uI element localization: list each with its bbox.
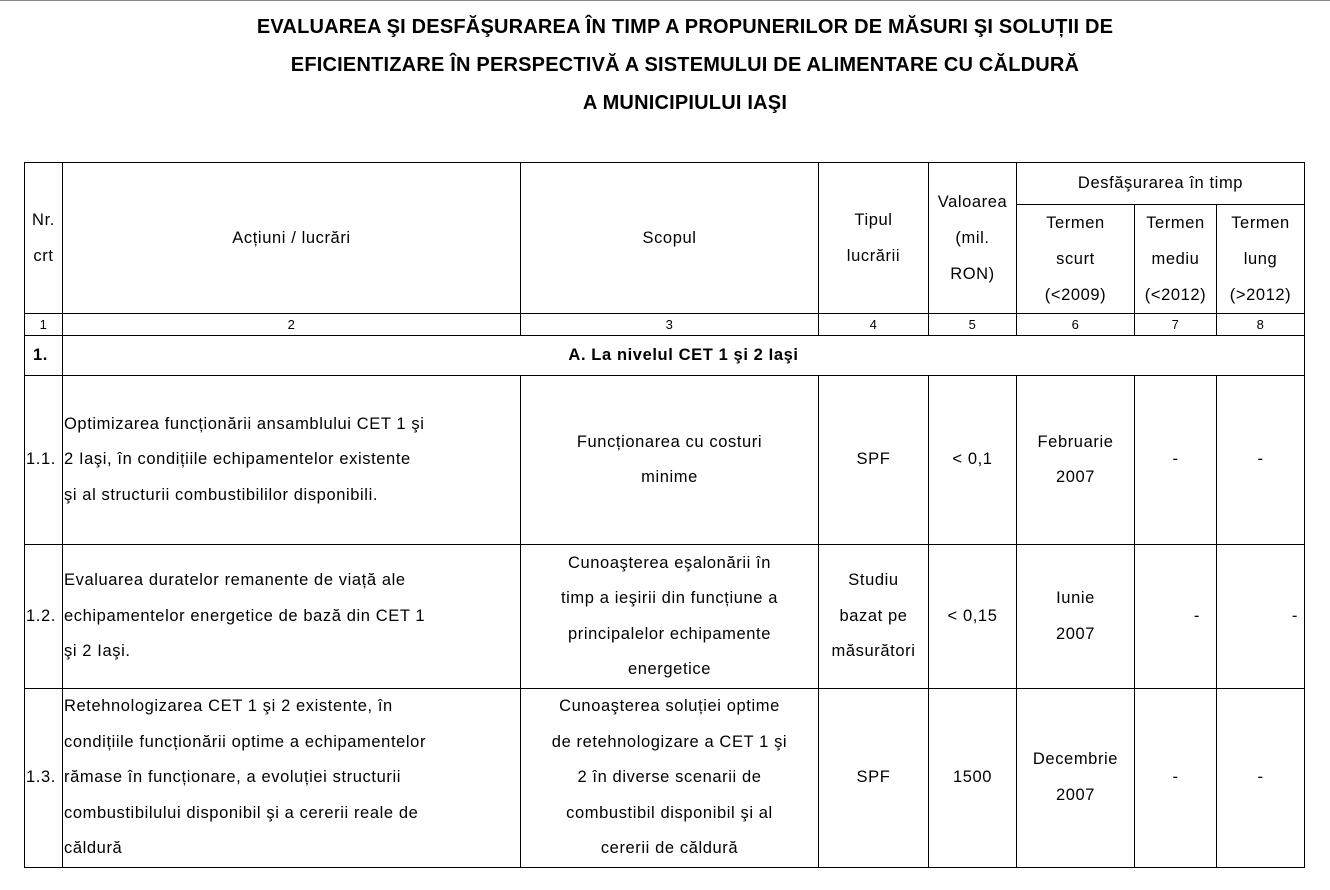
termen-scurt-line: Decembrie [1032, 750, 1119, 769]
column-number: 7 [1135, 314, 1217, 336]
termen-scurt-line: Februarie [1037, 432, 1114, 451]
column-number: 5 [929, 314, 1017, 336]
actiuni-line: căldură [64, 839, 123, 857]
table-row [25, 545, 1305, 689]
row-termen-scurt [1017, 376, 1135, 545]
row-scopul [521, 376, 819, 545]
tipul-line: SPF [856, 450, 891, 469]
header-tipul-line2: lucrării [846, 247, 901, 265]
header-mediu-line3: (<2012) [1144, 286, 1207, 304]
column-number: 1 [25, 314, 63, 336]
header-lung-line2: lung [1243, 250, 1278, 268]
row-actiuni [63, 376, 521, 545]
measures-table [24, 162, 1305, 868]
header-desfasurarea: Desfăşurarea în timp [1017, 163, 1305, 205]
row-scopul [521, 689, 819, 868]
header-nr-crt-line1: Nr. [32, 211, 55, 229]
row-termen-lung: - [1217, 376, 1305, 545]
termen-scurt-line: 2007 [1055, 468, 1096, 486]
row-tipul [819, 376, 929, 545]
row-scopul [521, 545, 819, 689]
header-mediu-line2: mediu [1151, 250, 1200, 268]
header-scopul: Scopul [521, 163, 819, 314]
scopul-line: combustibil disponibil şi al [566, 803, 773, 822]
row-termen-mediu: - [1135, 376, 1217, 545]
scopul-line: de retehnologizare a CET 1 şi [551, 732, 788, 751]
actiuni-line: Retehnologizarea CET 1 şi 2 existente, în [64, 697, 393, 715]
scopul-line: 2 în diverse scenarii de [577, 768, 762, 786]
row-termen-scurt [1017, 545, 1135, 689]
title-line-2: EFICIENTIZARE ÎN PERSPECTIVĂ A SISTEMULUI DE ALIMENTARE CU CĂLDURĂ [290, 54, 1080, 76]
scopul-line: Cunoaşterea eşalonării în [567, 553, 772, 572]
header-valoarea-line3: RON) [950, 265, 995, 283]
actiuni-line: combustibilului disponibil şi a cererii reale de [64, 803, 419, 822]
scopul-line: Cunoaşterea soluției optime [559, 697, 780, 715]
termen-scurt-line: 2007 [1055, 785, 1096, 804]
header-valoarea [929, 163, 1017, 314]
title-line-1: EVALUAREA ŞI DESFĂŞURAREA ÎN TIMP A PROPUNERILOR DE MĂSURI ŞI SOLUȚII DE [256, 16, 1114, 38]
header-nr-crt-line2: crt [33, 247, 54, 265]
actiuni-line: şi 2 Iaşi. [64, 642, 131, 661]
header-valoarea-line1: Valoarea [937, 193, 1008, 211]
column-number: 2 [63, 314, 521, 336]
header-tipul-line1: Tipul [854, 211, 893, 229]
row-termen-mediu: - [1135, 689, 1217, 868]
header-termen-mediu [1135, 205, 1217, 314]
document-title [20, 8, 1330, 122]
header-nr-crt [25, 163, 63, 314]
header-tipul [819, 163, 929, 314]
row-termen-lung: - [1217, 689, 1305, 868]
row-actiuni [63, 689, 521, 868]
header-scurt-line2: scurt [1056, 250, 1095, 268]
top-border-line [0, 0, 1330, 1]
row-number: 1.2. [25, 545, 63, 689]
header-termen-lung [1217, 205, 1305, 314]
column-number: 3 [521, 314, 819, 336]
header-scurt-line1: Termen [1046, 214, 1105, 232]
actiuni-line: condițiile funcționării optime a echipamentelor [64, 732, 427, 751]
header-lung-line1: Termen [1231, 214, 1290, 232]
column-number: 8 [1217, 314, 1305, 336]
actiuni-line: Optimizarea funcționării ansamblului CET 1 şi [64, 414, 425, 433]
actiuni-line: rămase în funcționare, a evoluției structurii [64, 768, 401, 786]
scopul-line: minime [641, 468, 698, 486]
row-number: 1.1. [25, 376, 63, 545]
header-valoarea-line2: (mil. [955, 229, 990, 247]
scopul-line: energetice [627, 660, 712, 678]
row-tipul [819, 689, 929, 868]
tipul-line: bazat pe [839, 606, 908, 625]
actiuni-line: şi al structurii combustibililor disponibili. [64, 485, 379, 504]
header-termen-scurt [1017, 205, 1135, 314]
table-row [25, 689, 1305, 868]
row-number: 1.3. [25, 689, 63, 868]
tipul-line: Studiu [848, 571, 899, 590]
row-termen-mediu: - [1135, 545, 1217, 689]
row-termen-scurt [1017, 689, 1135, 868]
row-tipul [819, 545, 929, 689]
actiuni-line: 2 Iaşi, în condițiile echipamentelor existente [64, 450, 411, 469]
scopul-line: Funcționarea cu costuri [576, 432, 763, 451]
row-valoarea: < 0,15 [929, 545, 1017, 689]
section-row [25, 336, 1305, 376]
header-actiuni: Acțiuni / lucrări [63, 163, 521, 314]
row-termen-lung: - [1217, 545, 1305, 689]
table-row [25, 376, 1305, 545]
column-number: 4 [819, 314, 929, 336]
section-number: 1. [25, 336, 63, 376]
header-lung-line3: (>2012) [1229, 286, 1292, 304]
scopul-line: timp a ieşirii din funcțiune a [560, 589, 778, 607]
termen-scurt-line: Iunie [1056, 589, 1095, 607]
header-row-1 [25, 163, 1305, 205]
row-valoarea: 1500 [929, 689, 1017, 868]
actiuni-line: echipamentelor energetice de bază din CET 1 [64, 606, 426, 625]
header-scurt-line3: (<2009) [1044, 286, 1107, 304]
title-line-3: A MUNICIPIULUI IAŞI [582, 92, 788, 114]
tipul-line: măsurători [831, 642, 916, 661]
column-number: 6 [1017, 314, 1135, 336]
row-actiuni [63, 545, 521, 689]
header-mediu-line1: Termen [1146, 214, 1205, 232]
row-valoarea: < 0,1 [929, 376, 1017, 545]
scopul-line: cererii de căldură [600, 839, 739, 857]
scopul-line: principalelor echipamente [567, 624, 772, 643]
section-title: A. La nivelul CET 1 şi 2 Iaşi [63, 336, 1305, 376]
actiuni-line: Evaluarea duratelor remanente de viață ale [64, 571, 406, 590]
column-number-row [25, 314, 1305, 336]
tipul-line: SPF [856, 768, 891, 786]
termen-scurt-line: 2007 [1055, 624, 1096, 643]
